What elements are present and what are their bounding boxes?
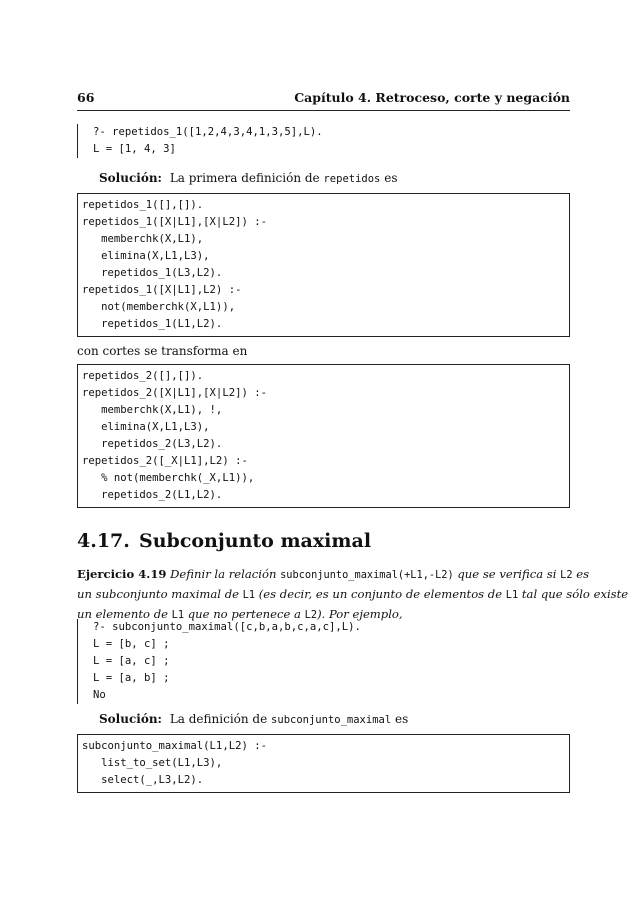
query-line: ?- repetidos_1([1,2,4,3,4,1,3,5],L). — [93, 126, 323, 138]
query-line: L = [1, 4, 3] — [93, 143, 176, 155]
exercise-text: Definir la relación — [170, 567, 277, 581]
solution-1 — [99, 171, 397, 185]
solution-text: La definición de — [169, 712, 268, 726]
code-block-repetidos-2 — [77, 364, 570, 508]
solution-code: repetidos — [323, 173, 381, 185]
code-line: repetidos_2(L1,L2). — [82, 489, 223, 501]
solution-2 — [99, 712, 408, 726]
transition-text: con cortes se transforma en — [77, 344, 248, 358]
exercise-code: L1 — [171, 609, 185, 621]
exercise-statement — [77, 565, 629, 625]
exercise-text: que no pertenece a — [187, 607, 301, 621]
page-number: 66 — [77, 90, 95, 105]
solution-text-end: es — [384, 171, 398, 185]
code-line: repetidos_2([_X|L1],L2) :- — [82, 455, 248, 467]
code-line: not(memberchk(X,L1)), — [82, 301, 236, 313]
solution-label: Solución: — [99, 171, 162, 185]
code-line: repetidos_1([X|L1],[X|L2]) :- — [82, 216, 267, 228]
code-block-repetidos-1 — [77, 193, 570, 337]
query-line: No — [93, 689, 106, 701]
exercise-text: ). Por ejemplo, — [317, 607, 403, 621]
code-line: % not(memberchk(_X,L1)), — [82, 472, 255, 484]
code-line: elimina(X,L1,L3), — [82, 250, 210, 262]
section-heading — [77, 530, 371, 552]
code-line: repetidos_1([X|L1],L2) :- — [82, 284, 242, 296]
code-line: repetidos_1(L1,L2). — [82, 318, 223, 330]
page-header — [77, 90, 570, 111]
exercise-code: L1 — [242, 589, 256, 601]
code-line: list_to_set(L1,L3), — [82, 757, 223, 769]
section-title: Subconjunto maximal — [139, 530, 372, 552]
code-line: repetidos_1(L3,L2). — [82, 267, 223, 279]
exercise-code: L1 — [505, 589, 519, 601]
exercise-code: subconjunto_maximal(+L1,-L2) — [280, 569, 454, 581]
query-line: L = [a, b] ; — [93, 672, 170, 684]
code-line: elimina(X,L1,L3), — [82, 421, 210, 433]
code-line: repetidos_1([],[]). — [82, 199, 204, 211]
query-line: ?- subconjunto_maximal([c,b,a,b,c,a,c],L). — [93, 621, 361, 633]
solution-code: subconjunto_maximal — [271, 714, 392, 726]
code-line: subconjunto_maximal(L1,L2) :- — [82, 740, 267, 752]
code-line: memberchk(X,L1), — [82, 233, 204, 245]
exercise-text: un subconjunto maximal de — [77, 587, 239, 601]
exercise-code: L2 — [560, 569, 573, 581]
chapter-title: Capítulo 4. Retroceso, corte y negación — [294, 90, 570, 105]
exercise-text: tal que sólo existe — [521, 587, 629, 601]
exercise-line-2 — [77, 585, 629, 605]
exercise-line-1 — [77, 565, 590, 585]
query-line: L = [a, c] ; — [93, 655, 170, 667]
exercise-label: Ejercicio 4.19 — [77, 567, 167, 581]
code-line: repetidos_2(L3,L2). — [82, 438, 223, 450]
query-example-1 — [77, 124, 570, 158]
code-line: select(_,L3,L2). — [82, 774, 204, 786]
exercise-text: (es decir, es un conjunto de elementos de — [258, 587, 503, 601]
query-example-2 — [77, 619, 570, 704]
code-line: repetidos_2([],[]). — [82, 370, 204, 382]
solution-text: La primera definición de — [169, 171, 320, 185]
exercise-code: L2 — [304, 609, 318, 621]
exercise-text: que se verifica si — [457, 567, 557, 581]
code-block-subconjunto-maximal — [77, 734, 570, 793]
query-line: L = [b, c] ; — [93, 638, 170, 650]
solution-text-end: es — [394, 712, 409, 726]
exercise-text: es — [576, 567, 590, 581]
code-line: repetidos_2([X|L1],[X|L2]) :- — [82, 387, 267, 399]
section-number: 4.17. — [77, 530, 130, 552]
code-line: memberchk(X,L1), !, — [82, 404, 223, 416]
exercise-text: un elemento de — [77, 607, 168, 621]
solution-label: Solución: — [99, 712, 162, 726]
